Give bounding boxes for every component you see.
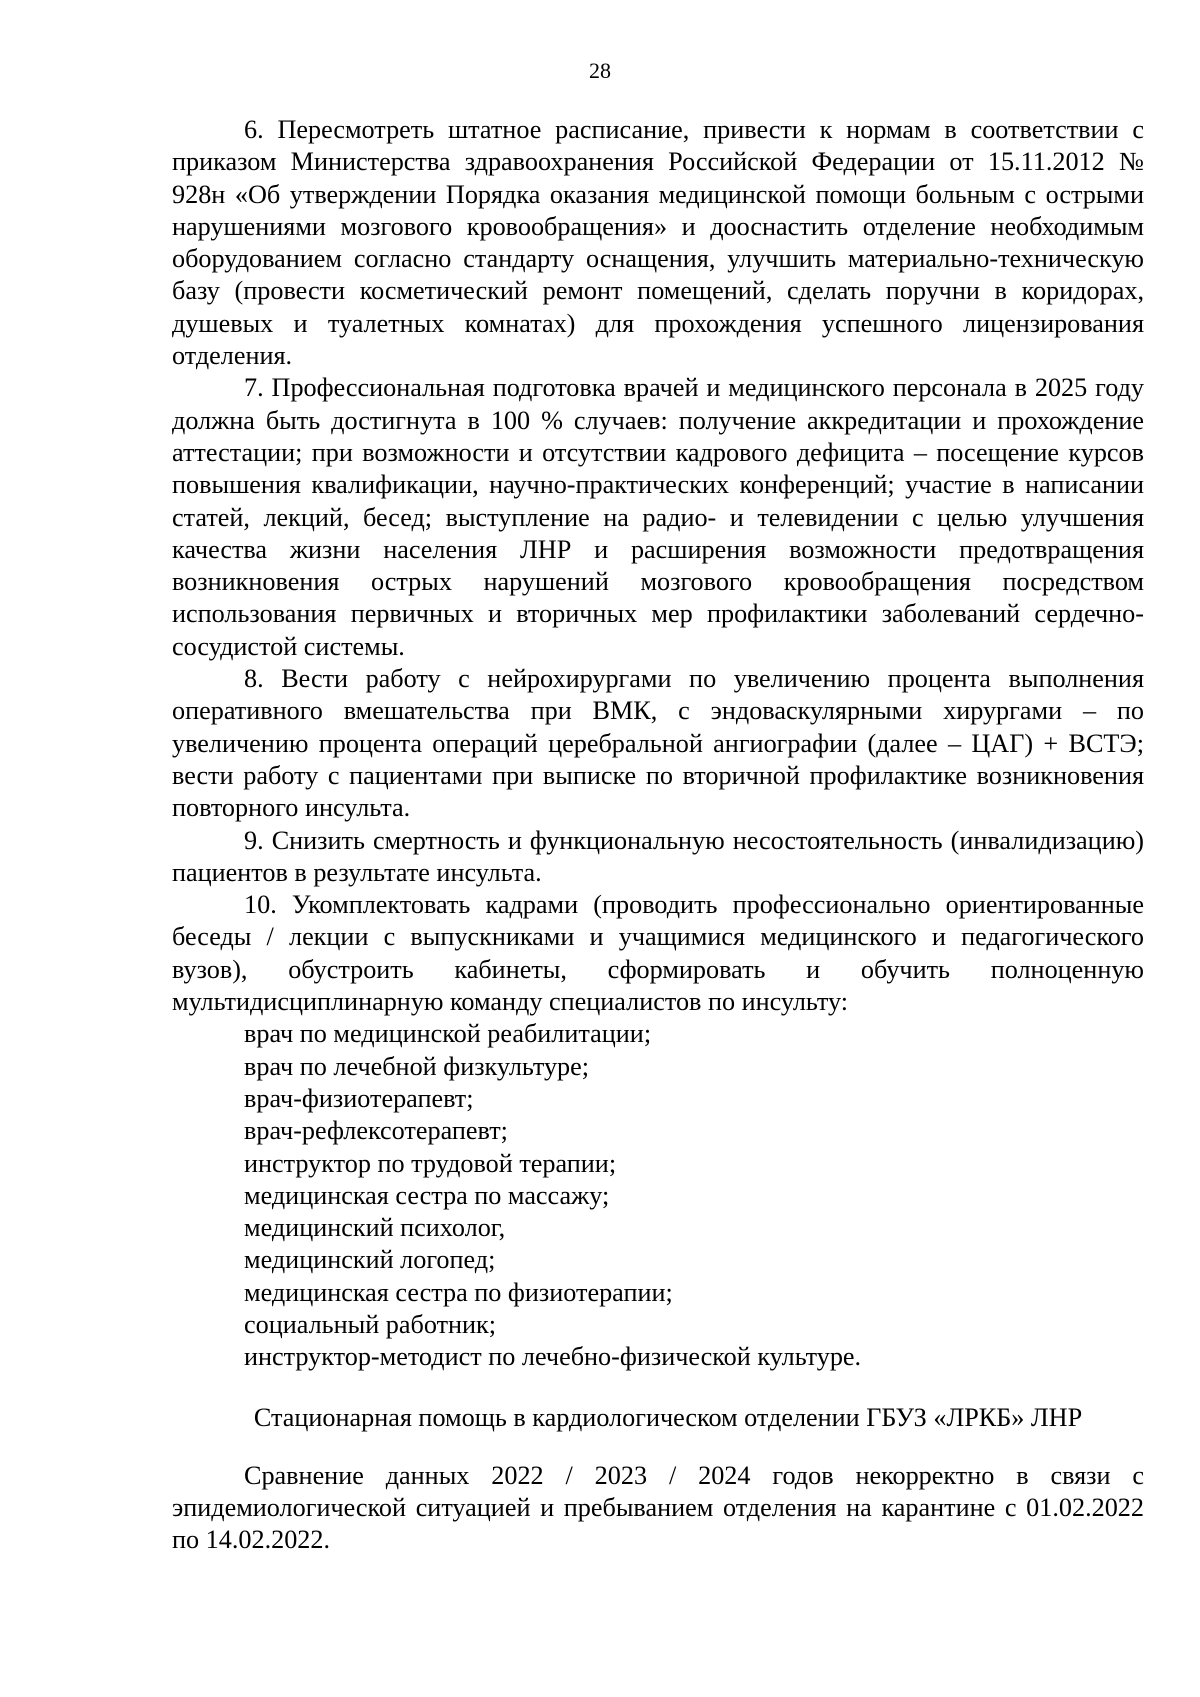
list-item: врач по медицинской реабилитации; [244, 1019, 652, 1049]
page-number: 28 [589, 58, 611, 83]
paragraph-item-10: 10. Укомплектовать кадрами (проводить профессионально ориентированные беседы / лекции с выпускниками и учащимися медицинского и педагогического вузов), обустроить кабинеты, сформировать и обучить полноценную мультидисциплинарную команду специалистов по инсульту: [172, 890, 1144, 1017]
section-heading: Стационарная помощь в кардиологическом отделении ГБУЗ «ЛРКБ» ЛНР [253, 1402, 1083, 1432]
paragraph-item-6: 6. Пересмотреть штатное расписание, привести к нормам в соответствии с приказом Министерства здравоохранения Российской Федерации от 15.11.2012 № 928н «Об утверждении Порядка оказания медицинской помощи больным с острыми нарушениями мозгового кровообращения» и дооснастить отделение необходимым оборудованием согласно стандарту оснащения, улучшить материально-техническую базу (провести косметический ремонт помещений, сделать поручни в коридорах, душевых и туалетных комнатах) для прохождения успешного лицензирования отделения. [172, 115, 1144, 371]
paragraph-item-9: 9. Снизить смертность и функциональную несостоятельность (инвалидизацию) пациентов в результате инсульта. [172, 825, 1144, 887]
closing-paragraph: Сравнение данных 2022 / 2023 / 2024 годов некорректно в связи с эпидемиологической ситуацией и пребыванием отделения на карантине с 01.02.2022 по 14.02.2022. [172, 1460, 1144, 1555]
list-item: медицинская сестра по физиотерапии; [244, 1277, 673, 1307]
list-item: врач-рефлексотерапевт; [244, 1116, 508, 1146]
list-item: медицинский логопед; [244, 1245, 496, 1275]
paragraph-item-8: 8. Вести работу с нейрохирургами по увеличению процента выполнения оперативного вмешательства при ВМК, с эндоваскулярными хирургами – по увеличению процента операций церебральной ангиографии (далее – ЦАГ) + ВСТЭ; вести работу с пациентами при выписке по вторичной профилактике возникновения повторного инсульта. [172, 664, 1144, 823]
list-item: медицинский психолог, [244, 1213, 506, 1243]
list-item: врач-физиотерапевт; [244, 1083, 474, 1113]
list-item: медицинская сестра по массажу; [244, 1180, 610, 1210]
list-item: социальный работник; [244, 1309, 497, 1339]
document-body [172, 114, 1144, 1557]
list-item: инструктор по трудовой терапии; [244, 1148, 617, 1178]
specialists-list [172, 1018, 1144, 1373]
list-item: врач по лечебной физкультуре; [244, 1051, 590, 1081]
list-item: инструктор-методист по лечебно-физической культуре. [244, 1342, 862, 1372]
paragraph-item-7: 7. Профессиональная подготовка врачей и медицинского персонала в 2025 году должна быть достигнута в 100 % случаев: получение аккредитации и прохождение аттестации; при возможности и отсутствии кадрового дефицита – посещение курсов повышения квалификации, научно-практических конференций; участие в написании статей, лекций, бесед; выступление на радио- и телевидении с целью улучшения качества жизни населения ЛНР и расширения возможности предотвращения возникновения острых нарушений мозгового кровообращения посредством использования первичных и вторичных мер профилактики заболеваний сердечно-сосудистой системы. [172, 373, 1144, 661]
